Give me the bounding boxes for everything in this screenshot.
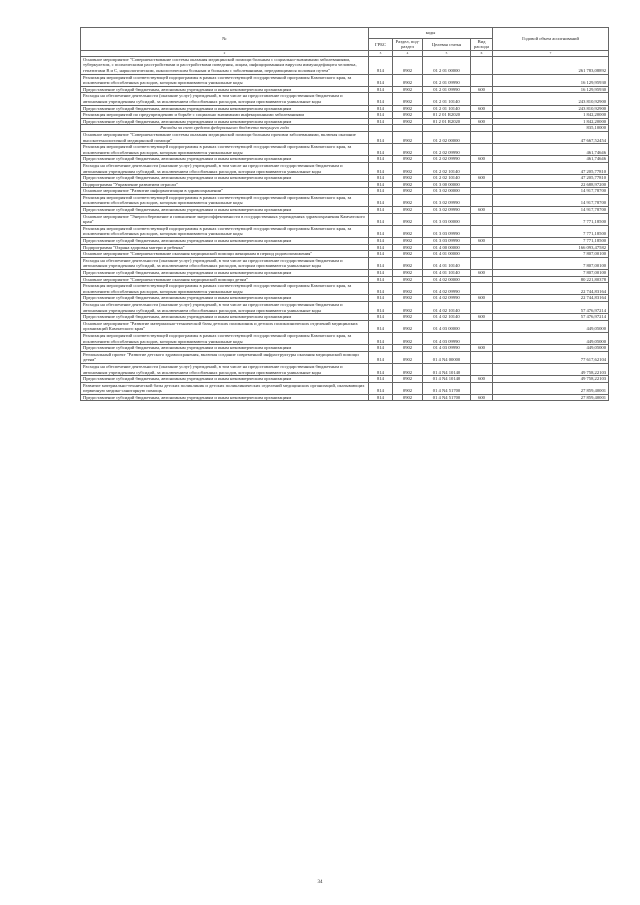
row-expense-type: 600 <box>471 345 493 352</box>
row-description: Предоставление субсидий бюджетным, автономным учреждениям и иным некоммерческим организациям <box>81 394 369 401</box>
table-row <box>81 332 609 344</box>
table-row <box>81 238 609 245</box>
row-razdel: 0902 <box>393 105 423 112</box>
row-grbs: 814 <box>369 345 393 352</box>
table-row <box>81 213 609 225</box>
table-row <box>81 345 609 352</box>
row-expense-type: 600 <box>471 156 493 163</box>
row-target-article: 01 4 02 10140 <box>423 314 471 321</box>
row-grbs: 814 <box>369 181 393 188</box>
row-description: Предоставление субсидий бюджетным, автономным учреждениям и иным некоммерческим организациям <box>81 345 369 352</box>
row-description: Расходы на обеспечение деятельности (оказание услуг) учреждений, в том числе на предоставление государственным бюджетным и автономным учреждениям субсидий, за исключением обособленных расходов, которым присваиваются уникальные коды <box>81 301 369 313</box>
row-expense-type: 600 <box>471 238 493 245</box>
row-target-article: 01 2 01 09990 <box>423 74 471 86</box>
header-razdel: Раздел, под-раздел <box>393 39 423 51</box>
row-target-article: 01 2 02 09990 <box>423 156 471 163</box>
row-description: Развитие материально-технической базы детских поликлиник и детских поликлинических отделений медицинских организаций, оказывающих первичную медико-санитарную помощь <box>81 382 369 394</box>
row-amount: 27 859,40001 <box>493 394 609 401</box>
column-number: 7 <box>493 50 609 56</box>
row-amount: 47 667,52454 <box>493 131 609 143</box>
row-target-article: 01 4 02 09990 <box>423 295 471 302</box>
row-target-article: 01 4 N4 10140 <box>423 363 471 375</box>
row-razdel: 0902 <box>393 188 423 195</box>
row-expense-type <box>471 74 493 86</box>
row-amount: 1 842,20000 <box>493 112 609 119</box>
row-amount: 243 810,92900 <box>493 105 609 112</box>
row-razdel: 0902 <box>393 238 423 245</box>
table-row <box>81 118 609 125</box>
row-grbs: 814 <box>369 270 393 277</box>
row-expense-type <box>471 283 493 295</box>
row-grbs: 814 <box>369 175 393 182</box>
row-grbs: 814 <box>369 382 393 394</box>
row-description: Расходы на обеспечение деятельности (оказание услуг) учреждений, в том числе на предоставление государственным бюджетным и автономным учреждениям субсидий, за исключением обособленных расходов, которым присваиваются уникальные коды <box>81 363 369 375</box>
row-expense-type <box>471 188 493 195</box>
row-description: Предоставление субсидий бюджетным, автономным учреждениям и иным некоммерческим организациям <box>81 156 369 163</box>
row-description: Расходы за счет средств федерального бюджета текущего года <box>81 125 369 132</box>
budget-table <box>80 27 609 401</box>
row-target-article: 01 3 02 09990 <box>423 207 471 214</box>
row-expense-type: 600 <box>471 118 493 125</box>
row-grbs: 814 <box>369 314 393 321</box>
row-expense-type <box>471 301 493 313</box>
row-razdel: 0902 <box>393 314 423 321</box>
table-row <box>81 162 609 174</box>
row-expense-type: 600 <box>471 394 493 401</box>
row-amount: 166 093,47582 <box>493 244 609 251</box>
row-expense-type <box>471 251 493 258</box>
row-razdel: 0902 <box>393 351 423 363</box>
row-amount: 7 807,00100 <box>493 257 609 269</box>
row-razdel: 0902 <box>393 86 423 93</box>
row-razdel <box>393 125 423 132</box>
row-expense-type <box>471 194 493 206</box>
header-expense-type: Вид расхода <box>471 39 493 51</box>
row-description: Реализация мероприятий по предупреждению и борьбе с социально значимыми инфекционными заболеваниями <box>81 112 369 119</box>
row-grbs: 814 <box>369 144 393 156</box>
row-expense-type <box>471 213 493 225</box>
row-grbs: 814 <box>369 244 393 251</box>
row-expense-type <box>471 351 493 363</box>
table-row <box>81 194 609 206</box>
table-row <box>81 276 609 283</box>
row-description: Реализация мероприятий соответствующей подпрограммы в рамках соответствующей государственной программы Камчатского края, за исключением обособленных расходов, которым присваиваются уникальные коды <box>81 194 369 206</box>
row-grbs: 814 <box>369 376 393 383</box>
row-amount: 461,74646 <box>493 156 609 163</box>
row-razdel: 0902 <box>393 283 423 295</box>
row-grbs: 814 <box>369 194 393 206</box>
table-row <box>81 207 609 214</box>
row-amount: 80 221,80378 <box>493 276 609 283</box>
row-razdel: 0902 <box>393 181 423 188</box>
row-target-article: 01 3 03 09990 <box>423 238 471 245</box>
row-grbs: 814 <box>369 74 393 86</box>
row-grbs: 814 <box>369 112 393 119</box>
row-amount: 261 783,08892 <box>493 56 609 74</box>
row-target-article: 01 4 00 00000 <box>423 244 471 251</box>
row-target-article: 01 4 03 09990 <box>423 345 471 352</box>
header-annual-amount: Годовой объем ассигнований <box>493 28 609 51</box>
row-amount: 16 129,95930 <box>493 74 609 86</box>
table-row <box>81 251 609 258</box>
row-expense-type <box>471 244 493 251</box>
row-amount: 57 476,97214 <box>493 301 609 313</box>
table-row <box>81 131 609 143</box>
row-grbs: 814 <box>369 105 393 112</box>
row-amount: 22 744,83164 <box>493 283 609 295</box>
row-target-article: 01 2 01 10140 <box>423 93 471 105</box>
row-target-article: 01 2 01 09990 <box>423 86 471 93</box>
table-row <box>81 105 609 112</box>
column-number: 6 <box>471 50 493 56</box>
row-grbs: 814 <box>369 93 393 105</box>
row-target-article: 01 4 03 00000 <box>423 320 471 332</box>
row-razdel: 0902 <box>393 194 423 206</box>
row-amount: 1 842,20000 <box>493 118 609 125</box>
row-amount: 449,05000 <box>493 320 609 332</box>
row-grbs: 814 <box>369 118 393 125</box>
row-description: Предоставление субсидий бюджетным, автономным учреждениям и иным некоммерческим организациям <box>81 175 369 182</box>
row-target-article: 01 4 02 10140 <box>423 301 471 313</box>
row-description: Расходы на обеспечение деятельности (оказание услуг) учреждений, в том числе на предоставление государственным бюджетным и автономным учреждениям субсидий, за исключением обособленных расходов, которым присваиваются уникальные коды <box>81 93 369 105</box>
row-expense-type <box>471 181 493 188</box>
row-amount: 57 476,97214 <box>493 314 609 321</box>
row-grbs: 814 <box>369 156 393 163</box>
row-razdel: 0902 <box>393 213 423 225</box>
row-description: Расходы на обеспечение деятельности (оказание услуг) учреждений, в том числе на предоставление государственным бюджетным и автономным учреждениям субсидий, за исключением обособленных расходов, которым присваиваются уникальные коды <box>81 257 369 269</box>
row-description: Предоставление субсидий бюджетным, автономным учреждениям и иным некоммерческим организациям <box>81 270 369 277</box>
table-row <box>81 257 609 269</box>
row-razdel: 0902 <box>393 93 423 105</box>
row-grbs: 814 <box>369 276 393 283</box>
table-row <box>81 74 609 86</box>
row-target-article: 01 3 00 00000 <box>423 181 471 188</box>
row-target-article: 01 4 N4 10140 <box>423 376 471 383</box>
row-grbs: 814 <box>369 363 393 375</box>
table-row <box>81 181 609 188</box>
row-expense-type <box>471 257 493 269</box>
row-expense-type: 600 <box>471 376 493 383</box>
table-row <box>81 112 609 119</box>
row-target-article: 01 3 02 00000 <box>423 188 471 195</box>
table-body <box>81 56 609 401</box>
table-row <box>81 283 609 295</box>
row-expense-type <box>471 144 493 156</box>
table-row <box>81 382 609 394</box>
row-amount: 47 205,77810 <box>493 162 609 174</box>
row-target-article: 01 2 02 10140 <box>423 175 471 182</box>
row-expense-type: 600 <box>471 295 493 302</box>
row-expense-type <box>471 382 493 394</box>
row-description: Реализация мероприятий соответствующей подпрограммы в рамках соответствующей государственной программы Камчатского края, за исключением обособленных расходов, которым присваиваются уникальные коды <box>81 332 369 344</box>
row-description: Предоставление субсидий бюджетным, автономным учреждениям и иным некоммерческим организациям <box>81 105 369 112</box>
table-row <box>81 320 609 332</box>
row-grbs <box>369 125 393 132</box>
row-target-article: 01 4 01 10140 <box>423 270 471 277</box>
row-expense-type: 600 <box>471 86 493 93</box>
table-row <box>81 93 609 105</box>
row-target-article: 01 2 01 10140 <box>423 105 471 112</box>
table-row <box>81 301 609 313</box>
row-razdel: 0902 <box>393 376 423 383</box>
table-row <box>81 363 609 375</box>
row-razdel: 0902 <box>393 301 423 313</box>
row-grbs: 814 <box>369 213 393 225</box>
row-grbs: 814 <box>369 351 393 363</box>
row-razdel: 0902 <box>393 112 423 119</box>
row-grbs: 814 <box>369 238 393 245</box>
row-amount: 7 807,00100 <box>493 270 609 277</box>
column-number: 3 <box>369 50 393 56</box>
row-razdel: 0902 <box>393 207 423 214</box>
column-number: 2 <box>81 50 369 56</box>
row-target-article: 01 4 03 09990 <box>423 332 471 344</box>
row-description: Реализация мероприятий соответствующей подпрограммы в рамках соответствующей государственной программы Камчатского края, за исключением обособленных расходов, которым присваиваются уникальные коды <box>81 225 369 237</box>
row-description: Предоставление субсидий бюджетным, автономным учреждениям и иным некоммерческим организациям <box>81 118 369 125</box>
column-number: 5 <box>423 50 471 56</box>
row-amount: 243 810,92900 <box>493 93 609 105</box>
row-description: Реализация мероприятий соответствующей подпрограммы в рамках соответствующей государственной программы Камчатского края, за исключением обособленных расходов, которым присваиваются уникальные коды <box>81 283 369 295</box>
row-description: Предоставление субсидий бюджетным, автономным учреждениям и иным некоммерческим организациям <box>81 314 369 321</box>
header-target-article: Целевая статья <box>423 39 471 51</box>
row-razdel: 0902 <box>393 270 423 277</box>
row-razdel: 0902 <box>393 345 423 352</box>
row-description: Основное мероприятие "Совершенствование оказания медицинской помощи детям" <box>81 276 369 283</box>
row-razdel: 0902 <box>393 251 423 258</box>
row-amount: 49 758,22103 <box>493 363 609 375</box>
row-expense-type <box>471 93 493 105</box>
row-razdel: 0902 <box>393 244 423 251</box>
row-amount: 449,05000 <box>493 332 609 344</box>
row-target-article: 01 4 02 09990 <box>423 283 471 295</box>
table-row <box>81 125 609 132</box>
row-description: Основное мероприятие "Совершенствование оказания медицинской помощи женщинам в период родовспоможения" <box>81 251 369 258</box>
table-row <box>81 270 609 277</box>
row-description: Предоставление субсидий бюджетным, автономным учреждениям и иным некоммерческим организациям <box>81 295 369 302</box>
page-number: 34 <box>317 880 323 885</box>
row-amount: 14 917,78700 <box>493 188 609 195</box>
row-razdel: 0902 <box>393 118 423 125</box>
row-grbs: 814 <box>369 86 393 93</box>
row-description: Расходы на обеспечение деятельности (оказание услуг) учреждений, в том числе на предоставление государственным бюджетным и автономным учреждениям субсидий, за исключением обособленных расходов, которым присваиваются уникальные коды <box>81 162 369 174</box>
row-amount: 7 771,18500 <box>493 225 609 237</box>
column-number: 4 <box>393 50 423 56</box>
row-description: Основное мероприятие "Совершенствование системы оказания медицинской помощи больным прочими заболеваниями, включая оказание высокотехнологичной медицинской помощи" <box>81 131 369 143</box>
row-razdel: 0902 <box>393 144 423 156</box>
row-amount: 22 744,83164 <box>493 295 609 302</box>
row-expense-type <box>471 363 493 375</box>
row-description: Подпрограмма "Управление развитием отрасли" <box>81 181 369 188</box>
row-razdel: 0902 <box>393 56 423 74</box>
row-expense-type: 600 <box>471 314 493 321</box>
row-description: Основное мероприятие "Энергосбережение и повышение энергоэффективности в государственных учреждениях здравоохранения Камчатского края" <box>81 213 369 225</box>
row-description: Основное мероприятие "Развитие информатизации в здравоохранении" <box>81 188 369 195</box>
row-expense-type: 600 <box>471 105 493 112</box>
row-amount: 14 917,78700 <box>493 207 609 214</box>
row-description: Предоставление субсидий бюджетным, автономным учреждениям и иным некоммерческим организациям <box>81 238 369 245</box>
row-razdel: 0902 <box>393 74 423 86</box>
row-amount: 835,10000 <box>493 125 609 132</box>
row-target-article: 01 3 03 09990 <box>423 225 471 237</box>
table-row <box>81 225 609 237</box>
table-row <box>81 86 609 93</box>
row-expense-type: 600 <box>471 207 493 214</box>
table-row <box>81 351 609 363</box>
row-description: Подпрограмма "Охрана здоровья матери и ребенка" <box>81 244 369 251</box>
row-amount: 49 758,22103 <box>493 376 609 383</box>
table-row <box>81 188 609 195</box>
row-target-article: 01 4 01 00000 <box>423 251 471 258</box>
row-razdel: 0902 <box>393 382 423 394</box>
row-expense-type <box>471 131 493 143</box>
row-expense-type <box>471 276 493 283</box>
row-grbs: 814 <box>369 188 393 195</box>
row-target-article <box>423 125 471 132</box>
row-description: Предоставление субсидий бюджетным, автономным учреждениям и иным некоммерческим организациям <box>81 207 369 214</box>
row-razdel: 0902 <box>393 276 423 283</box>
row-expense-type <box>471 125 493 132</box>
row-amount: 77 617,62104 <box>493 351 609 363</box>
row-razdel: 0902 <box>393 257 423 269</box>
row-expense-type <box>471 332 493 344</box>
table-row <box>81 56 609 74</box>
row-grbs: 814 <box>369 332 393 344</box>
row-amount: 47 205,77810 <box>493 175 609 182</box>
row-target-article: 01 4 N4 00000 <box>423 351 471 363</box>
row-expense-type <box>471 225 493 237</box>
row-target-article: 01 3 02 09990 <box>423 194 471 206</box>
header-codes-group: коды <box>369 28 493 39</box>
row-razdel: 0902 <box>393 363 423 375</box>
row-target-article: 01 4 01 10140 <box>423 257 471 269</box>
row-description: Реализация мероприятий соответствующей подпрограммы в рамках соответствующей государственной программы Камчатского края, за исключением обособленных расходов, которым присваиваются уникальные коды <box>81 144 369 156</box>
row-razdel: 0902 <box>393 295 423 302</box>
table-row <box>81 376 609 383</box>
row-grbs: 814 <box>369 131 393 143</box>
row-grbs: 814 <box>369 320 393 332</box>
row-target-article: 01 2 01 R2020 <box>423 112 471 119</box>
row-description: Реализация мероприятий соответствующей подпрограммы в рамках соответствующей государственной программы Камчатского края, за исключением обособленных расходов, которым присваиваются уникальные коды <box>81 74 369 86</box>
row-grbs: 814 <box>369 283 393 295</box>
row-grbs: 814 <box>369 162 393 174</box>
row-razdel: 0902 <box>393 320 423 332</box>
row-amount: 27 859,40001 <box>493 382 609 394</box>
row-razdel: 0902 <box>393 162 423 174</box>
header-number: № <box>81 28 369 51</box>
row-amount: 22 688,97200 <box>493 181 609 188</box>
row-amount: 7 771,18500 <box>493 238 609 245</box>
row-target-article: 01 2 02 10140 <box>423 162 471 174</box>
row-razdel: 0902 <box>393 175 423 182</box>
row-target-article: 01 2 02 09990 <box>423 144 471 156</box>
row-expense-type: 600 <box>471 175 493 182</box>
row-grbs: 814 <box>369 301 393 313</box>
table-row <box>81 244 609 251</box>
row-target-article: 01 2 01 00000 <box>423 56 471 74</box>
table-row <box>81 394 609 401</box>
row-razdel: 0902 <box>393 394 423 401</box>
row-amount: 7 771,18500 <box>493 213 609 225</box>
row-target-article: 01 4 N4 51700 <box>423 394 471 401</box>
row-grbs: 814 <box>369 394 393 401</box>
row-grbs: 814 <box>369 225 393 237</box>
row-amount: 461,74646 <box>493 144 609 156</box>
row-grbs: 814 <box>369 257 393 269</box>
row-target-article: 01 3 03 00000 <box>423 213 471 225</box>
row-grbs: 814 <box>369 56 393 74</box>
row-amount: 7 807,00100 <box>493 251 609 258</box>
budget-table-page <box>80 27 608 401</box>
table-row <box>81 314 609 321</box>
row-description: Предоставление субсидий бюджетным, автономным учреждениям и иным некоммерческим организациям <box>81 376 369 383</box>
row-expense-type <box>471 162 493 174</box>
row-expense-type <box>471 320 493 332</box>
row-description: Основное мероприятие "Совершенствование системы оказания медицинской помощи больным с социально-значимыми заболеваниями, туберкулезом, с психическими расстройствами и расстройствами поведения, лицам, инфицированным вирусом иммунодефицита человека, гепатитами B и С, наркологическим, онкологическим больным и больным с заболеваниями, передающимися половым путем" <box>81 56 369 74</box>
row-razdel: 0902 <box>393 225 423 237</box>
row-razdel: 0902 <box>393 131 423 143</box>
row-amount: 449,05000 <box>493 345 609 352</box>
table-row <box>81 156 609 163</box>
row-description: Региональный проект "Развитие детского здравоохранения, включая создание современной инфраструктуры оказания медицинской помощи детям" <box>81 351 369 363</box>
row-target-article: 01 2 01 R2020 <box>423 118 471 125</box>
row-razdel: 0902 <box>393 156 423 163</box>
table-row <box>81 144 609 156</box>
row-target-article: 01 4 N4 51700 <box>423 382 471 394</box>
row-description: Основное мероприятие "Развитие материально-технической базы детских поликлиник и детских поликлинических отделений медицинских организаций Камчатского края" <box>81 320 369 332</box>
row-amount: 16 129,95930 <box>493 86 609 93</box>
row-grbs: 814 <box>369 295 393 302</box>
row-target-article: 01 4 02 00000 <box>423 276 471 283</box>
row-expense-type <box>471 56 493 74</box>
row-expense-type <box>471 112 493 119</box>
row-description: Предоставление субсидий бюджетным, автономным учреждениям и иным некоммерческим организациям <box>81 86 369 93</box>
row-amount: 14 917,78700 <box>493 194 609 206</box>
row-expense-type: 600 <box>471 270 493 277</box>
row-target-article: 01 2 02 00000 <box>423 131 471 143</box>
header-grbs: ГРБС <box>369 39 393 51</box>
table-row <box>81 175 609 182</box>
row-grbs: 814 <box>369 251 393 258</box>
row-razdel: 0902 <box>393 332 423 344</box>
row-grbs: 814 <box>369 207 393 214</box>
table-row <box>81 295 609 302</box>
